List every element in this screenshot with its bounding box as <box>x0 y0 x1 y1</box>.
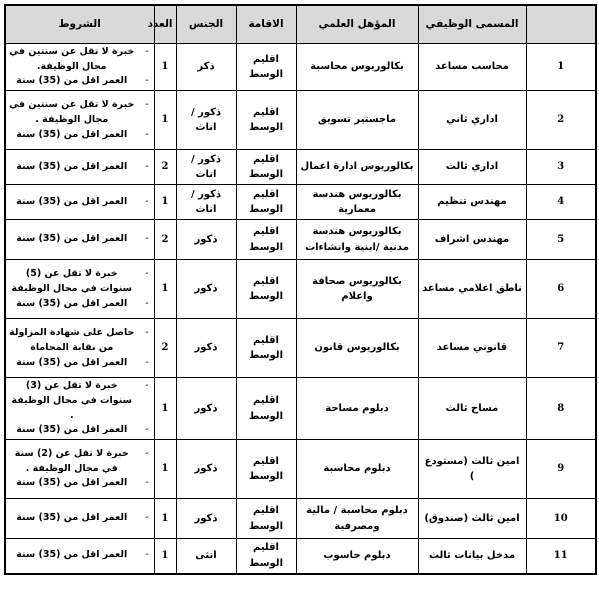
residence-cell: اقليم الوسط <box>236 378 296 440</box>
qualification-cell: بكالوريوس قانون <box>296 319 418 378</box>
conditions-list <box>9 267 151 311</box>
qualification-cell: دبلوم محاسبة <box>296 440 418 499</box>
job-title-cell: قانوني مساعد <box>418 319 526 378</box>
job-title-cell: مهندس اشراف <box>418 220 526 260</box>
conditions-list <box>9 195 151 210</box>
jobs-table <box>4 4 597 575</box>
row-number-cell: 9 <box>526 440 596 499</box>
conditions-list <box>9 160 151 175</box>
table-row <box>5 260 596 319</box>
conditions-cell <box>5 260 154 319</box>
table-row <box>5 319 596 378</box>
row-number-cell: 11 <box>526 539 596 574</box>
condition-item: - العمر اقل من (35) سنة <box>9 195 151 210</box>
header-conditions: الشروط <box>5 5 154 44</box>
residence-cell: اقليم الوسط <box>236 539 296 574</box>
condition-item: - العمر اقل من (35) سنة <box>9 356 151 371</box>
condition-item: - العمر اقل من (35) سنة <box>9 232 151 247</box>
gender-cell: ذكور <box>176 260 236 319</box>
conditions-list <box>9 326 151 370</box>
gender-cell: ذكور / اناث <box>176 150 236 185</box>
qualification-cell: بكالوريوس هندسة مدنية /ابنية وانشاءات <box>296 220 418 260</box>
row-number-cell: 10 <box>526 499 596 539</box>
table-row <box>5 499 596 539</box>
job-title-cell: محاسب مساعد <box>418 44 526 91</box>
table-row <box>5 440 596 499</box>
table-header <box>5 5 596 44</box>
row-number-cell: 8 <box>526 378 596 440</box>
qualification-cell: بكالوريوس ادارة اعمال <box>296 150 418 185</box>
conditions-cell <box>5 499 154 539</box>
condition-item: - العمر اقل من (35) سنة <box>9 548 151 563</box>
table-row <box>5 150 596 185</box>
count-cell: 2 <box>154 220 176 260</box>
condition-item: - العمر اقل من (35) سنة <box>9 511 151 526</box>
qualification-cell: دبلوم مساحة <box>296 378 418 440</box>
residence-cell: اقليم الوسط <box>236 260 296 319</box>
conditions-cell <box>5 319 154 378</box>
condition-item: - العمر اقل من (35) سنة <box>9 297 151 312</box>
qualification-cell: ماجستير تسويق <box>296 91 418 150</box>
count-cell: 1 <box>154 91 176 150</box>
table-row <box>5 185 596 220</box>
row-number-cell: 2 <box>526 91 596 150</box>
table-row <box>5 378 596 440</box>
header-title: المسمى الوظيفي <box>418 5 526 44</box>
condition-item: - خبرة لا تقل عن سنتين في مجال الوظيفة . <box>9 98 151 127</box>
conditions-cell <box>5 44 154 91</box>
residence-cell: اقليم الوسط <box>236 91 296 150</box>
qualification-cell: بكالوريوس هندسة معمارية <box>296 185 418 220</box>
count-cell: 1 <box>154 185 176 220</box>
conditions-cell <box>5 539 154 574</box>
count-cell: 1 <box>154 378 176 440</box>
header-gender: الجنس <box>176 5 236 44</box>
conditions-cell <box>5 378 154 440</box>
condition-item: - العمر اقل من (35) سنة <box>9 476 151 491</box>
condition-item: - حاصل على شهادة المزاولة من نقابة المحاماة <box>9 326 151 355</box>
residence-cell: اقليم الوسط <box>236 499 296 539</box>
table-row <box>5 91 596 150</box>
header-count: العدد <box>154 5 176 44</box>
job-title-cell: مهندس تنظيم <box>418 185 526 220</box>
condition-item: - خبرة لا تقل عن (2) سنة في مجال الوظيفة . <box>9 447 151 476</box>
table-row <box>5 220 596 260</box>
condition-item: - العمر اقل من (35) سنة <box>9 423 151 438</box>
conditions-cell <box>5 185 154 220</box>
condition-item: - خبرة لا تقل عن سنتين في مجال الوظيفة. <box>9 45 151 74</box>
job-title-cell: مساح ثالث <box>418 378 526 440</box>
row-number-cell: 1 <box>526 44 596 91</box>
row-number-cell: 7 <box>526 319 596 378</box>
row-number-cell: 5 <box>526 220 596 260</box>
residence-cell: اقليم الوسط <box>236 440 296 499</box>
count-cell: 1 <box>154 499 176 539</box>
residence-cell: اقليم الوسط <box>236 220 296 260</box>
gender-cell: ذكور <box>176 440 236 499</box>
header-num <box>526 5 596 44</box>
gender-cell: انثى <box>176 539 236 574</box>
job-title-cell: امين ثالث (صندوق) <box>418 499 526 539</box>
qualification-cell: بكالوريوس صحافة واعلام <box>296 260 418 319</box>
job-title-cell: اداري ثالث <box>418 150 526 185</box>
condition-item: - خبرة لا تقل عن (3) سنوات في مجال الوظيفة . <box>9 379 151 423</box>
residence-cell: اقليم الوسط <box>236 150 296 185</box>
conditions-cell <box>5 91 154 150</box>
header-row <box>5 5 596 44</box>
row-number-cell: 6 <box>526 260 596 319</box>
gender-cell: ذكور <box>176 499 236 539</box>
conditions-list <box>9 98 151 142</box>
gender-cell: ذكور / اناث <box>176 185 236 220</box>
gender-cell: ذكور / اناث <box>176 91 236 150</box>
conditions-list <box>9 511 151 526</box>
residence-cell: اقليم الوسط <box>236 185 296 220</box>
qualification-cell: بكالوريوس محاسبة <box>296 44 418 91</box>
count-cell: 1 <box>154 260 176 319</box>
count-cell: 1 <box>154 44 176 91</box>
qualification-cell: دبلوم حاسوب <box>296 539 418 574</box>
conditions-cell <box>5 440 154 499</box>
conditions-list <box>9 548 151 563</box>
condition-item: - العمر اقل من (35) سنة <box>9 74 151 89</box>
row-number-cell: 3 <box>526 150 596 185</box>
job-title-cell: اداري ثاني <box>418 91 526 150</box>
gender-cell: ذكور <box>176 220 236 260</box>
job-title-cell: امين ثالث (مستودع ) <box>418 440 526 499</box>
header-qualification: المؤهل العلمي <box>296 5 418 44</box>
conditions-list <box>9 447 151 491</box>
conditions-list <box>9 379 151 438</box>
table-body <box>5 44 596 574</box>
conditions-list <box>9 232 151 247</box>
condition-item: - خبرة لا تقل عن (5) سنوات في مجال الوظيفة <box>9 267 151 296</box>
count-cell: 2 <box>154 150 176 185</box>
condition-item: - العمر اقل من (35) سنة <box>9 128 151 143</box>
job-title-cell: مدخل بيانات ثالث <box>418 539 526 574</box>
row-number-cell: 4 <box>526 185 596 220</box>
residence-cell: اقليم الوسط <box>236 319 296 378</box>
gender-cell: ذكور <box>176 319 236 378</box>
count-cell: 1 <box>154 539 176 574</box>
conditions-list <box>9 45 151 89</box>
count-cell: 2 <box>154 319 176 378</box>
conditions-cell <box>5 150 154 185</box>
gender-cell: ذكور <box>176 378 236 440</box>
qualification-cell: دبلوم محاسبة / مالية ومصرفية <box>296 499 418 539</box>
residence-cell: اقليم الوسط <box>236 44 296 91</box>
conditions-cell <box>5 220 154 260</box>
count-cell: 1 <box>154 440 176 499</box>
header-residence: الاقامة <box>236 5 296 44</box>
gender-cell: ذكر <box>176 44 236 91</box>
condition-item: - العمر اقل من (35) سنة <box>9 160 151 175</box>
job-title-cell: ناطق اعلامي مساعد <box>418 260 526 319</box>
table-row <box>5 539 596 574</box>
table-row <box>5 44 596 91</box>
